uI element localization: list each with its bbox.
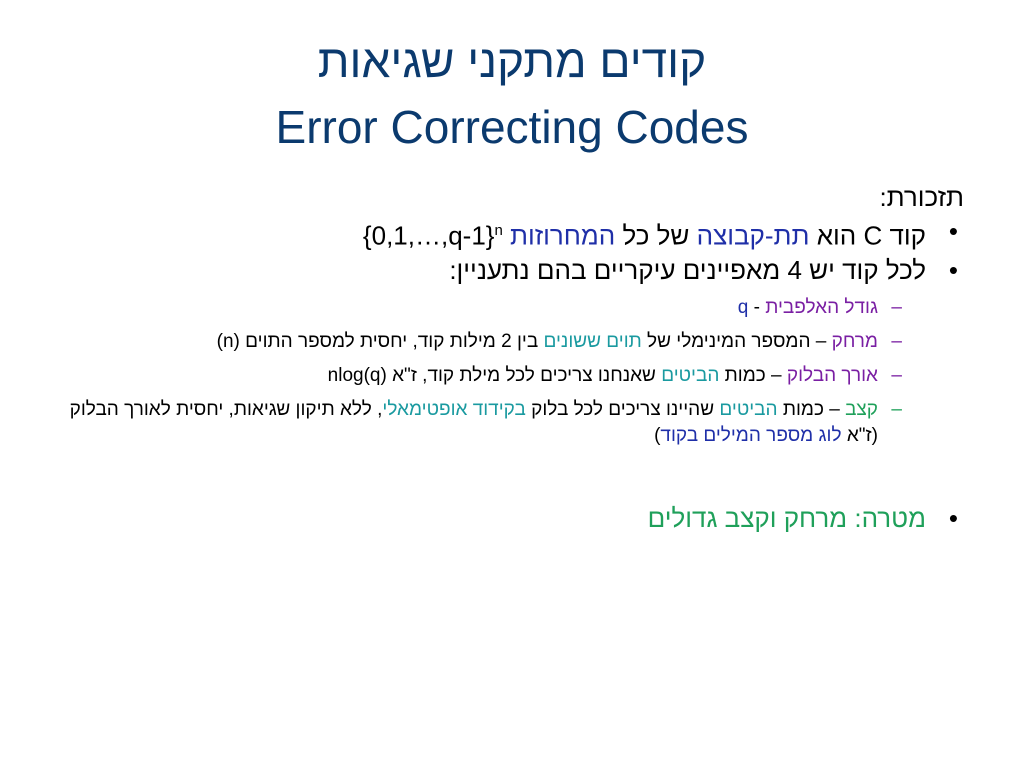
bullet-mark: • (948, 216, 958, 246)
bullet1-set-expression (363, 214, 503, 253)
goal-text: מטרה: מרחק וקצב גדולים (647, 502, 926, 533)
sub1-sep: - (748, 296, 766, 318)
sub1-label: גודל האלפבית (765, 296, 878, 318)
sub-rate (60, 397, 964, 449)
sub3-label: אורך הבלוק (786, 364, 878, 386)
sub4-label: קצב (845, 398, 878, 420)
sub4-sep: – כמות (777, 398, 846, 420)
sub4-term3: לוג מספר המילים בקוד (660, 424, 842, 446)
sub3-formula: nlog(q) (327, 364, 387, 386)
bullet1-set: {0,1,…,q-1} (362, 220, 495, 251)
sub2-label: מרחק (831, 330, 878, 352)
bullet1-part1: קוד C הוא (809, 220, 926, 251)
sub4-mid2: , ללא תיקון שגיאות, יחסית לאורך הבלוק (ז"א (69, 398, 878, 446)
dash-mark: – (891, 330, 902, 352)
sub-block-length (60, 363, 964, 389)
sub-distance (60, 329, 964, 355)
sub3-sep: – כמות (719, 364, 787, 386)
bullet-goal (60, 501, 964, 535)
sub4-mid1: שהיינו צריכים לכל בלוק (525, 398, 720, 420)
bullet1-strings: המחרוזות (510, 220, 616, 251)
dash-mark: – (891, 296, 902, 318)
bullet2-text: לכל קוד יש 4 מאפיינים עיקריים בהם נתעניין: (449, 254, 926, 285)
sub2-rest: בין 2 מילות קוד, יחסית למספר התוים (n) (216, 330, 544, 352)
dash-mark: – (891, 398, 902, 420)
slide-title (0, 28, 1024, 160)
reminder-label: תזכורת: (879, 182, 964, 212)
sub4-term1: הביטים (719, 398, 778, 420)
sub4-end: ) (654, 424, 661, 446)
dash-mark: – (891, 364, 902, 386)
title-english: Error Correcting Codes (275, 101, 749, 153)
bullet1-subset: תת-קבוצה (696, 220, 810, 251)
sub2-sep: – המספר המינימלי של (641, 330, 832, 352)
bullet1-part2: של כל (615, 220, 697, 251)
bullet1-space (503, 221, 510, 251)
sub-alphabet-size (60, 295, 964, 321)
sub1-value: q (737, 296, 749, 318)
sub3-rest: שאנחנו צריכים לכל מילת קוד, ז"א (386, 364, 662, 386)
bullet-four-properties (60, 253, 964, 287)
bullet1-exponent: n (494, 222, 503, 239)
sub4-term2: בקידוד אופטימאלי (382, 398, 526, 420)
bullet-mark: • (948, 502, 958, 533)
bullet-code-definition (60, 214, 964, 253)
title-hebrew: קודים מתקני שגיאות (317, 35, 707, 87)
sub2-term: תוים ששונים (543, 330, 642, 352)
slide-content (60, 180, 964, 535)
sub3-term: הביטים (661, 364, 720, 386)
bullet-mark: • (948, 254, 958, 285)
